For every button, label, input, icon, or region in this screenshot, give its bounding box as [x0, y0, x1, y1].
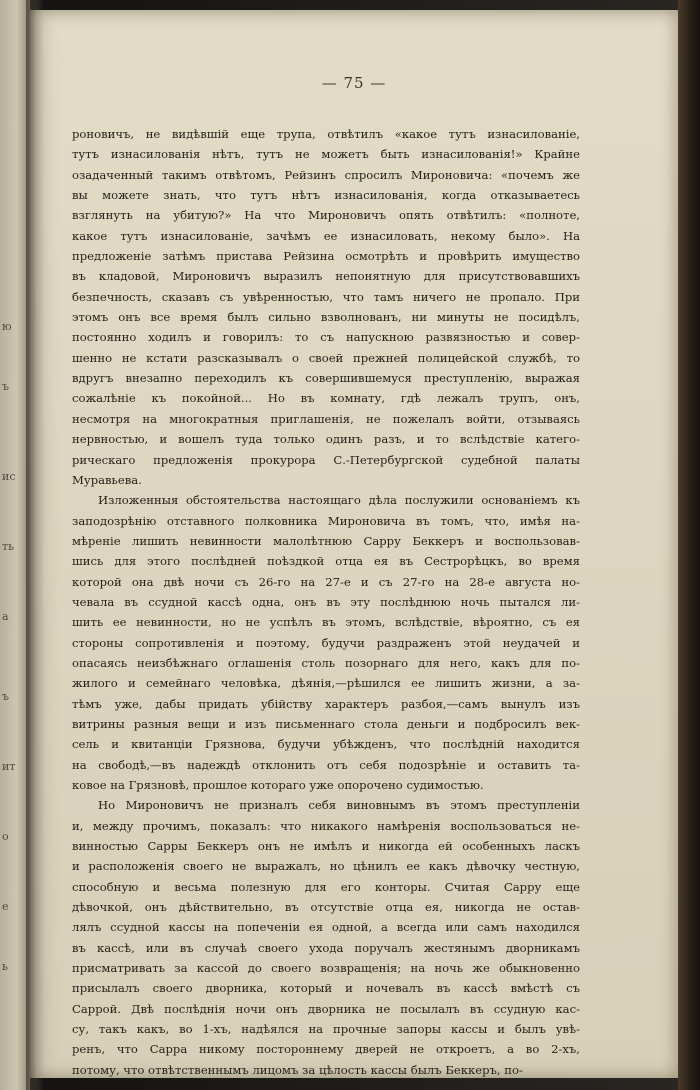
- text-line: на свободѣ,—въ надеждѣ отклонить отъ себя подозрѣніе и оставить та-: [72, 757, 580, 772]
- facing-page-fragment: ъ: [2, 380, 9, 393]
- text-line: тутъ изнасилованія нѣтъ, тутъ не можетъ быть изнасилованія!» Крайне: [72, 147, 580, 162]
- facing-page-fragment: ит: [2, 760, 16, 773]
- text-line: въ кассѣ, или въ случаѣ своего ухода поручалъ жестянымъ дворникамъ: [72, 940, 580, 955]
- text-line: ковое на Грязновѣ, прошлое котораго уже опорочено судимостью.: [72, 778, 484, 792]
- facing-page-fragment: ть: [2, 540, 15, 553]
- text-line: озадаченный такимъ отвѣтомъ, Рейзинъ спросилъ Мироновича: «почемъ же: [72, 167, 580, 182]
- text-line: су, такъ какъ, во 1-хъ, надѣялся на прочные запоры кассы и былъ увѣ-: [72, 1022, 580, 1037]
- text-line: Муравьева.: [72, 472, 142, 487]
- text-line: несмотря на многократныя приглашенія, не пожелалъ войти, отзываясь: [72, 411, 580, 426]
- text-line: въ кладовой, Мироновичъ выразилъ непонятную для присутствовавшихъ: [72, 269, 580, 284]
- facing-page-fragment: е: [2, 900, 9, 913]
- text-line: этомъ онъ все время былъ сильно взволнованъ, ни минуты не посидѣлъ,: [72, 310, 580, 325]
- page-number: — 75 —: [321, 74, 387, 92]
- text-line: винностью Сарры Беккеръ онъ не имѣлъ и никогда ей особенныхъ ласкъ: [72, 839, 580, 854]
- text-line: какое тутъ изнасилованіе, зачѣмъ ее изнасиловать, некому было». На: [72, 228, 580, 243]
- text-line: безпечность, сказавъ съ увѣренностью, что тамъ ничего не пропало. При: [72, 289, 580, 304]
- text-line: Саррой. Двѣ послѣднія ночи онъ дворника не посылалъ въ ссудную кас-: [72, 1001, 580, 1016]
- text-line: чевала въ ссудной кассѣ одна, онъ въ эту послѣднюю ночь пытался ли-: [72, 594, 580, 609]
- text-line: рическаго предложенія прокурора С.-Петербургской судебной палаты: [72, 452, 580, 467]
- text-line: жилого и семейнаго человѣка, дѣянія,—рѣшился ее лишить жизни, а за-: [72, 676, 580, 691]
- text-line: сожалѣніе къ покойной... Но въ комнату, гдѣ лежалъ трупъ, онъ,: [72, 391, 580, 406]
- text-line: нервностью, и вошелъ туда только одинъ разъ, и то вслѣдствіе катего-: [72, 432, 580, 447]
- text-line: дѣвочкой, онъ дѣйствительно, въ отсутствіе отца ея, никогда не остав-: [72, 900, 580, 915]
- facing-page-fragment: ь: [2, 960, 8, 973]
- facing-page-fragment: ъ: [2, 690, 9, 703]
- page-body-text: [72, 124, 580, 1080]
- text-line: шись для этого послѣдней поѣздкой отца ея въ Сестрорѣцкъ, во время: [72, 554, 580, 569]
- text-line: стороны сопротивленія и поэтому, будучи раздраженъ этой неудачей и: [72, 635, 580, 650]
- text-line: мѣреніе лишить невинности малолѣтнюю Сарру Беккеръ и воспользовав-: [72, 533, 580, 548]
- text-line: которой она двѣ ночи съ 26-го на 27-е и съ 27-го на 28-е августа но-: [72, 574, 580, 589]
- text-line: ренъ, что Сарра никому постороннему дверей не откроетъ, а во 2-хъ,: [72, 1042, 580, 1057]
- facing-page-fragment: а: [2, 610, 9, 623]
- text-line: потому, что отвѣтственнымъ лицомъ за цѣлость кассы былъ Беккеръ, по-: [72, 1062, 523, 1077]
- text-line: вдругъ внезапно переходилъ къ совершившемуся преступленію, выражая: [72, 371, 580, 386]
- text-line: опасаясь неизбѣжнаго оглашенія столь позорнаго для него, какъ для по-: [72, 655, 580, 670]
- text-line: тѣмъ уже, дабы придать убійству характеръ разбоя,—самъ вынулъ изъ: [72, 696, 580, 711]
- text-line: присылалъ своего дворника, который и ночевалъ въ кассѣ вмѣстѣ съ: [72, 981, 580, 996]
- facing-page-fragment: о: [2, 830, 9, 843]
- text-line: Изложенныя обстоятельства настоящаго дѣла послужили основаніемъ къ: [98, 493, 580, 508]
- text-line: предложеніе затѣмъ пристава Рейзина осмотрѣть и провѣрить имущество: [72, 249, 580, 264]
- facing-page-fragment: ю: [2, 320, 12, 333]
- text-line: постоянно ходилъ и говорилъ: то съ напускною развязностью и совер-: [72, 330, 580, 345]
- book-gutter: [26, 0, 44, 1090]
- text-line: шенно не кстати разсказывалъ о своей прежней полицейской службѣ, то: [72, 350, 580, 365]
- text-line: лялъ ссудной кассы на попеченіи ея одной, а всегда или самъ находился: [72, 920, 580, 935]
- text-line: вы можете знать, что тутъ нѣтъ изнасилованія, когда отказываетесь: [72, 188, 580, 203]
- facing-page-fragment: ис: [2, 470, 16, 483]
- text-line: присматривать за кассой до своего возвращенія; на ночь же обыкновенно: [72, 961, 580, 976]
- text-line: Но Мироновичъ не призналъ себя виновнымъ въ этомъ преступленіи: [98, 798, 580, 813]
- text-line: витрины разныя вещи и изъ письменнаго стола деньги и подбросилъ век-: [72, 716, 580, 731]
- text-line: шить ее невинности, но не успѣлъ въ этомъ, вслѣдствіе, вѣроятно, съ ея: [72, 615, 580, 630]
- text-line: заподозрѣнію отставного полковника Мироновича въ томъ, что, имѣя на-: [72, 513, 580, 528]
- text-line: и расположенія своего не выражалъ, но цѣнилъ ее какъ дѣвочку честную,: [72, 859, 580, 874]
- book-binding-edge: [678, 0, 700, 1090]
- text-line: взглянуть на убитую?» На что Мироновичъ опять отвѣтилъ: «полноте,: [72, 208, 580, 223]
- text-line: роновичъ, не видѣвшій еще трупа, отвѣтилъ «какое тутъ изнасилованіе,: [72, 127, 580, 141]
- book-page: [30, 10, 678, 1078]
- text-line: и, между прочимъ, показалъ: что никакого намѣренія воспользоваться не-: [72, 818, 580, 833]
- text-line: сель и квитанціи Грязнова, будучи убѣжденъ, что послѣдній находится: [72, 737, 580, 752]
- text-line: способную и весьма полезную для его конторы. Считая Сарру еще: [72, 879, 580, 894]
